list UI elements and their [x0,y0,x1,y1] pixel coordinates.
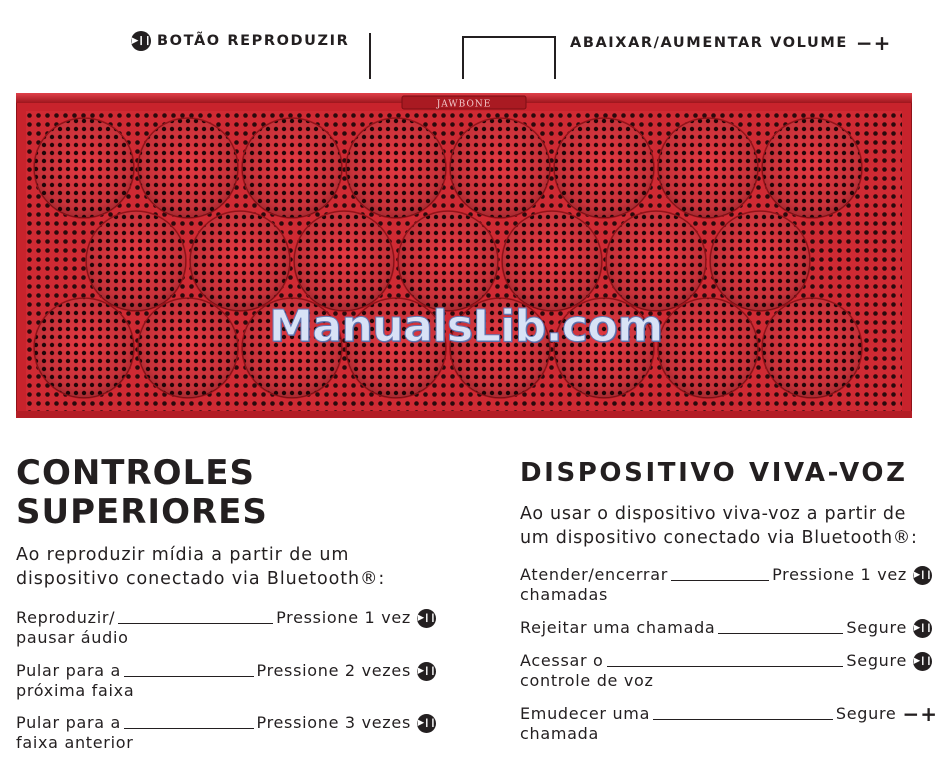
speaker-cup-shade [34,298,134,398]
speaker-cup-shade [346,118,446,218]
speaker-cup-shade [294,211,394,311]
speaker-cup-shade [398,211,498,311]
play-pause-icon: ▶❙❙ [417,714,436,733]
play-pause-icon: ▶❙❙ [417,662,436,681]
play-pause-icon: ▶❙❙ [913,566,932,585]
row-label-cont: chamada [520,724,599,743]
volume-bracket-top [462,36,556,38]
left-row-prev-track [16,713,436,753]
right-row-voice-control [520,651,932,691]
row-label-cont: próxima faixa [16,681,135,700]
left-title [16,454,268,532]
left-row-play-pause [16,608,436,648]
left-intro-line1: Ao reproduzir mídia a partir de um [16,545,350,565]
row-label: Emudecer uma [520,704,651,723]
row-label-cont: faixa anterior [16,733,134,752]
leader-line [124,675,253,677]
left-row-next-track [16,661,436,701]
left-title-line2: SUPERIORES [16,492,268,532]
right-row-answer-end [520,565,932,605]
row-label: Pular para a [16,661,122,680]
speaker-cup-shade [138,298,238,398]
right-title: DISPOSITIVO VIVA-VOZ [520,458,908,488]
left-title-line1: CONTROLES [16,453,255,493]
play-pause-icon: ▶❙❙ [913,652,932,671]
minus-plus-icon: −+ [855,31,892,55]
play-button-label: BOTÃO REPRODUZIR [157,33,350,49]
speaker-cup-shade [606,211,706,311]
row-label: Reproduzir/ [16,608,116,627]
speaker-cup-shade [502,211,602,311]
right-row-mute [520,704,938,744]
left-intro [16,543,385,591]
brand-logo: JAWBONE [436,99,492,110]
row-action: Segure [846,651,907,670]
play-leader-line [369,33,371,79]
row-action: Pressione 1 vez [276,608,411,627]
row-label: Atender/encerrar [520,565,668,584]
speaker-cup-shade [190,211,290,311]
right-intro [520,502,918,550]
play-pause-icon: ▶❙❙ [131,31,151,51]
row-action: Pressione 2 vezes [256,661,411,680]
row-label-cont: pausar áudio [16,628,129,647]
speaker-cup-shade [138,118,238,218]
speaker-cup-shade [762,118,862,218]
leader-line [718,632,843,634]
speaker-cup-shade [86,211,186,311]
watermark: ManualsLib.com [269,301,663,352]
row-label-cont: controle de voz [520,671,654,690]
leader-line [607,665,844,667]
right-intro-line1: Ao usar o dispositivo viva-voz a partir de [520,504,907,524]
row-label: Pular para a [16,713,122,732]
row-label: Acessar o [520,651,604,670]
speaker-cup-shade [554,118,654,218]
volume-bracket-right [554,36,556,79]
speaker-cup-shade [658,118,758,218]
row-label-cont: chamadas [520,585,609,604]
volume-callout [570,31,891,55]
speaker-cup-shade [710,211,810,311]
minus-plus-icon: −+ [902,702,938,726]
row-action: Segure [846,618,907,637]
left-intro-line2: dispositivo conectado via Bluetooth®: [16,569,386,589]
speaker-illustration [16,93,912,418]
play-pause-icon: ▶❙❙ [417,609,436,628]
play-pause-icon: ▶❙❙ [913,619,932,638]
volume-label: ABAIXAR/AUMENTAR VOLUME [570,35,848,51]
speaker-cup-shade [762,298,862,398]
right-row-reject [520,618,932,638]
volume-bracket-left [462,36,464,79]
leader-line [118,622,273,624]
speaker-cup-shade [658,298,758,398]
play-button-callout [131,31,349,51]
speaker-cup-shade [242,118,342,218]
row-label: Rejeitar uma chamada [520,618,716,637]
speaker-cup-shade [34,118,134,218]
row-action: Pressione 3 vezes [256,713,411,732]
speaker-cup-shade [450,118,550,218]
row-action: Pressione 1 vez [772,565,907,584]
leader-line [124,727,253,729]
row-action: Segure [835,704,897,723]
right-intro-line2: um dispositivo conectado via Bluetooth®: [520,528,918,548]
leader-line [653,718,833,720]
leader-line [671,579,769,581]
